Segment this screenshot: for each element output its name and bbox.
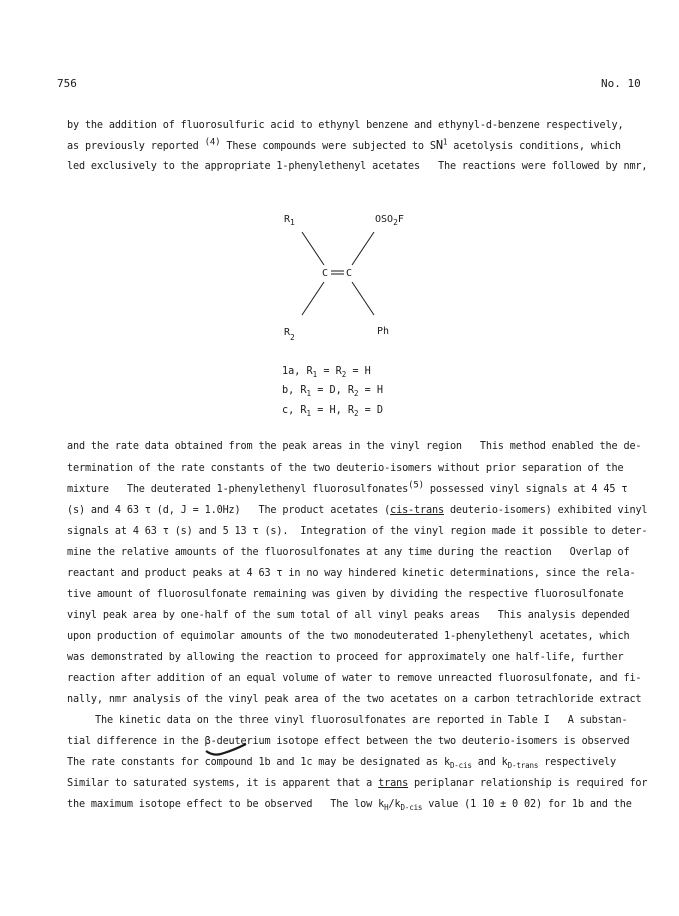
text-line: as previously reported $^{(4)}$ These compounds were subjected to $SN^1$ acetolysis conditions, which (67, 137, 621, 152)
text-line: mixture The deuterated 1-phenylethenyl fluorosulfonates$^{(5)}$ possessed vinyl signals at 4 45 τ (67, 480, 628, 495)
svg-text:C: C (346, 268, 353, 279)
text-line: reactant and product peaks at 4 63 τ in no way hindered kinetic determinations, since the rela- (67, 568, 636, 579)
text-line: the maximum isotope effect to be observed The low $k_H/k_{D-cis}$ value (1 10 ± 0 02) for 1b and the (67, 799, 632, 813)
page-number: 756 (57, 77, 77, 90)
text-line: and the rate data obtained from the peak areas in the vinyl region This method enabled the de- (67, 441, 642, 452)
issue-number: No. 10 (601, 77, 641, 90)
text-line: nally, nmr analysis of the vinyl peak area of the two acetates on a carbon tetrachloride extract (67, 694, 642, 705)
text-line: was demonstrated by allowing the reaction to proceed for approximately one half-life, further (67, 652, 624, 663)
text-line: led exclusively to the appropriate 1-phenylethenyl acetates The reactions were followed by nmr, (67, 161, 648, 172)
compound-label: 1a, $R_1 = R_2 = H$ (282, 366, 371, 380)
text-line: reaction after addition of an equal volume of water to remove unreacted fluorosulfonate, and fi- (67, 673, 642, 684)
text-line: by the addition of fluorosulfuric acid to ethynyl benzene and ethynyl-d-benzene respectively, (67, 120, 624, 131)
text-line: vinyl peak area by one-half of the sum total of all vinyl peaks areas This analysis depended (67, 610, 630, 621)
text-line: The kinetic data on the three vinyl fluorosulfonates are reported in Table I A substan- (95, 715, 628, 726)
text-line: Similar to saturated systems, it is apparent that a trans periplanar relationship is required for (67, 778, 648, 789)
text-line: (s) and 4 63 τ (d, J = 1.0Hz) The product acetates (cis-trans deuterio-isomers) exhibited vinyl (67, 505, 648, 516)
text-line: The rate constants for compound 1b and 1c may be designated as $k_{D-cis}$ and $k_{D-trans}$ respectively (67, 757, 617, 771)
svg-text:R2: $R_2$ (284, 327, 295, 342)
text-line: tial difference in the β-deuterium isotope effect between the two deuterio-isomers is observed (67, 736, 630, 747)
svg-text:C: C (322, 268, 329, 279)
svg-text:R1: $R_1$ (284, 214, 295, 227)
compound-label: c, $R_1 = H$, $R_2 = D$ (282, 405, 384, 419)
text-line: termination of the rate constants of the two deuterio-isomers without prior separation of the (67, 463, 624, 474)
compound-label: b, $R_1 = D$, $R_2 = H$ (282, 385, 384, 399)
text-line: upon production of equimolar amounts of the two monodeuterated 1-phenylethenyl acetates, which (67, 631, 630, 642)
svg-text:Ph: Ph (377, 326, 390, 337)
text-line: signals at 4 63 τ (s) and 5 13 τ (s). Integration of the vinyl region made it possible to deter- (67, 526, 648, 537)
text-line: tive amount of fluorosulfonate remaining was given by dividing the respective fluorosulfonate (67, 589, 624, 600)
text-line: mine the relative amounts of the fluorosulfonates at any time during the reaction Overlap of (67, 547, 630, 558)
svg-text:OSO2F: $OSO_2F$ (375, 214, 404, 227)
